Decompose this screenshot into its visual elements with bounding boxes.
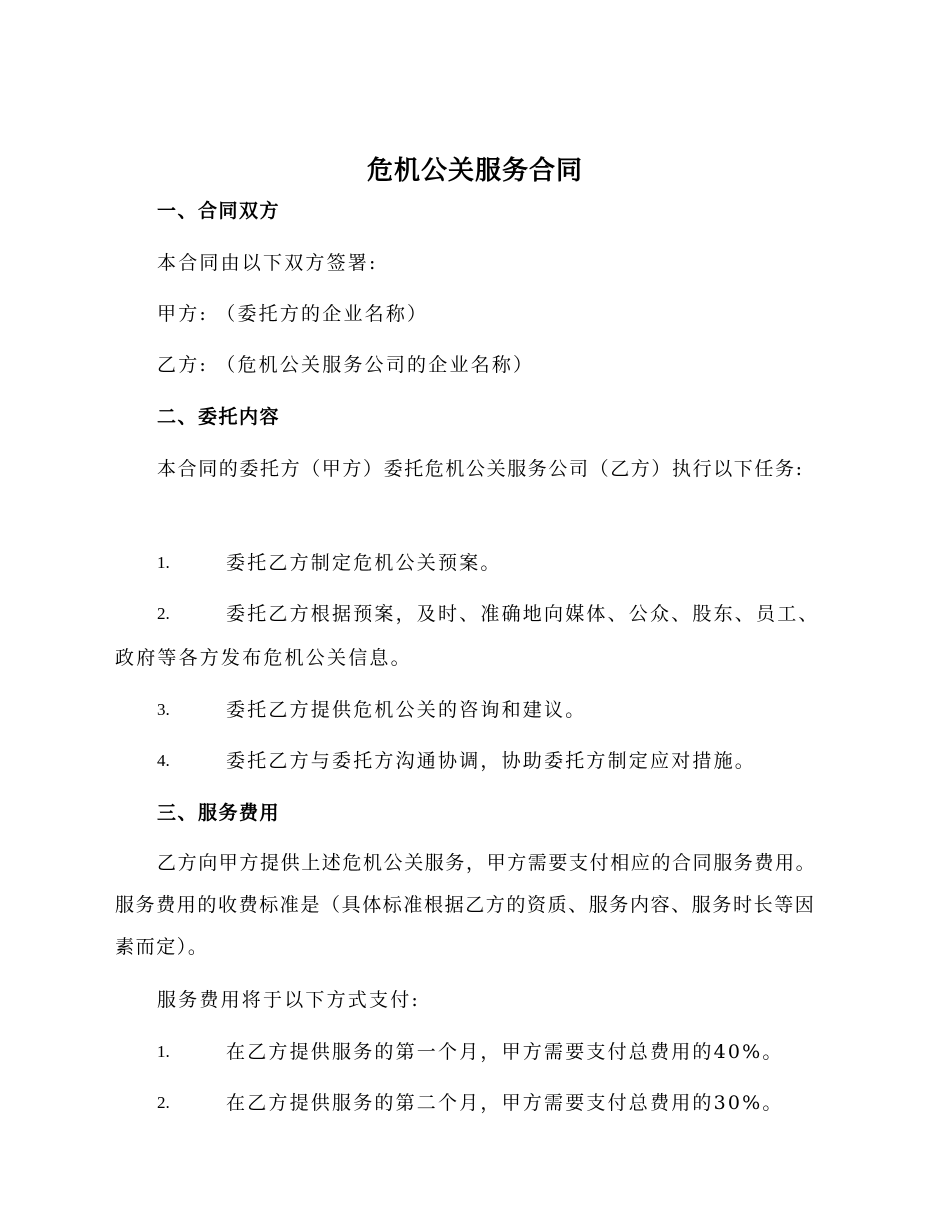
list-item: 委托乙方提供危机公关的咨询和建议。 <box>226 699 587 721</box>
list-item: 在乙方提供服务的第二个月，甲方需要支付总费用的30%。 <box>226 1092 784 1114</box>
list-item: 在乙方提供服务的第一个月，甲方需要支付总费用的40%。 <box>226 1041 784 1063</box>
party-b: 乙方: （危机公关服务公司的企业名称） <box>157 354 535 376</box>
payment-intro: 服务费用将于以下方式支付: <box>157 989 421 1011</box>
list-item: 委托乙方与委托方沟通协调，协助委托方制定应对措施。 <box>226 750 757 772</box>
list-item-number: 2. <box>157 1093 170 1112</box>
parties-intro: 本合同由以下双方签署: <box>157 252 378 274</box>
list-item: 委托乙方根据预案，及时、准确地向媒体、公众、股东、员工、 <box>226 603 820 625</box>
section-heading-commission: 二、委托内容 <box>157 406 281 428</box>
list-item-continuation: 政府等各方发布危机公关信息。 <box>115 647 412 669</box>
section-heading-fees: 三、服务费用 <box>157 802 281 824</box>
list-item-number: 1. <box>157 553 170 572</box>
list-item-number: 3. <box>157 700 170 719</box>
list-item-number: 1. <box>157 1042 170 1061</box>
commission-intro: 本合同的委托方（甲方）委托危机公关服务公司（乙方）执行以下任务: <box>157 458 804 480</box>
list-item-number: 2. <box>157 604 170 623</box>
list-item: 委托乙方制定危机公关预案。 <box>226 552 502 574</box>
list-item-number: 4. <box>157 751 170 770</box>
fees-intro: 乙方向甲方提供上述危机公关服务，甲方需要支付相应的合同服务费用。服务费用的收费标准是（具体标准根据乙方的资质、服务内容、服务时长等因素而定）。 <box>115 852 817 958</box>
section-heading-parties: 一、合同双方 <box>157 200 281 222</box>
party-a: 甲方: （委托方的企业名称） <box>157 303 429 325</box>
document-title: 危机公关服务合同 <box>366 156 583 186</box>
